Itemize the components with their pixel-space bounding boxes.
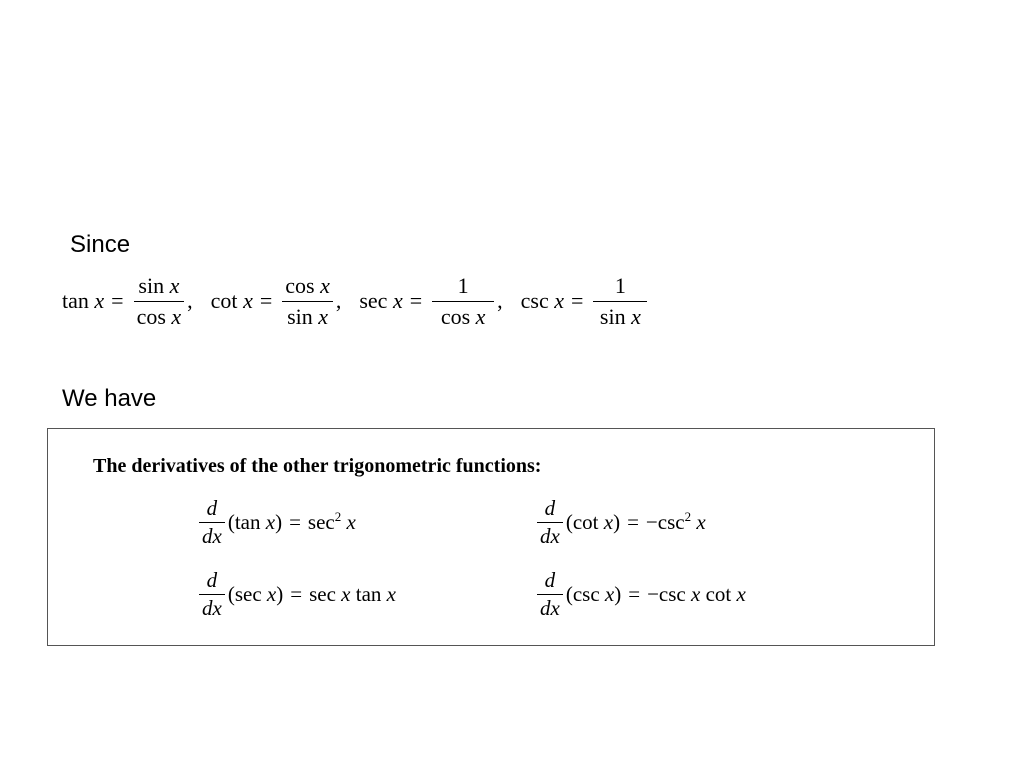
derivative-result: −csc x cot x — [647, 581, 746, 606]
derivative-csc — [534, 569, 746, 619]
tan-lhs: tan x — [62, 288, 105, 313]
equals-sign: = — [290, 581, 303, 606]
equals-sign: = — [628, 581, 641, 606]
derivative-argument: (csc x) — [565, 581, 622, 606]
sec-lhs: sec x — [359, 288, 403, 313]
derivative-argument: (cot x) — [565, 509, 621, 534]
csc-lhs: csc x — [520, 288, 564, 313]
cot-lhs: cot x — [210, 288, 253, 313]
sec-fraction: $\frac{1}{\text{cos x}}$ — [432, 274, 494, 328]
derivative-argument: (sec x) — [227, 581, 284, 606]
derivative-result: $\sec^2 x$ — [307, 508, 356, 534]
equals-sign: = — [409, 288, 423, 313]
derivative-cot — [534, 497, 706, 547]
d-dx-operator: $\frac{d}{dx}$ — [199, 569, 225, 619]
csc-fraction: $\frac{1}{\text{sin x}}$ — [593, 274, 647, 328]
comma: , — [497, 288, 503, 313]
cot-fraction: $\frac{\text{cos x}}{\text{sin x}}$ — [282, 274, 333, 328]
derivative-tan — [196, 497, 356, 547]
since-text: Since — [70, 231, 131, 258]
d-dx-operator: $\frac{d}{dx}$ — [537, 497, 563, 547]
tan-fraction: $\frac{\text{sin x}}{\text{cos x}}$ — [134, 274, 185, 328]
comma: , — [187, 288, 193, 313]
equals-sign: = — [259, 288, 273, 313]
derivative-argument: (tan x) — [227, 509, 283, 534]
equals-sign: = — [289, 509, 301, 534]
derivative-result: $-\csc^2$ x — [645, 508, 706, 534]
derivative-result: sec x tan x — [309, 581, 396, 606]
equals-sign: = — [627, 509, 639, 534]
comma: , — [335, 288, 342, 313]
trig-definitions — [62, 268, 650, 334]
derivatives-box — [47, 428, 935, 646]
we-have-text: We have — [62, 385, 157, 412]
equals-sign: = — [570, 288, 584, 313]
d-dx-operator: $\frac{d}{dx}$ — [199, 497, 225, 547]
equals-sign: = — [111, 288, 124, 313]
derivative-sec — [196, 569, 396, 619]
box-title: The derivatives of the other trigonometric functions: — [93, 455, 542, 477]
d-dx-operator: $\frac{d}{dx}$ — [537, 569, 563, 619]
